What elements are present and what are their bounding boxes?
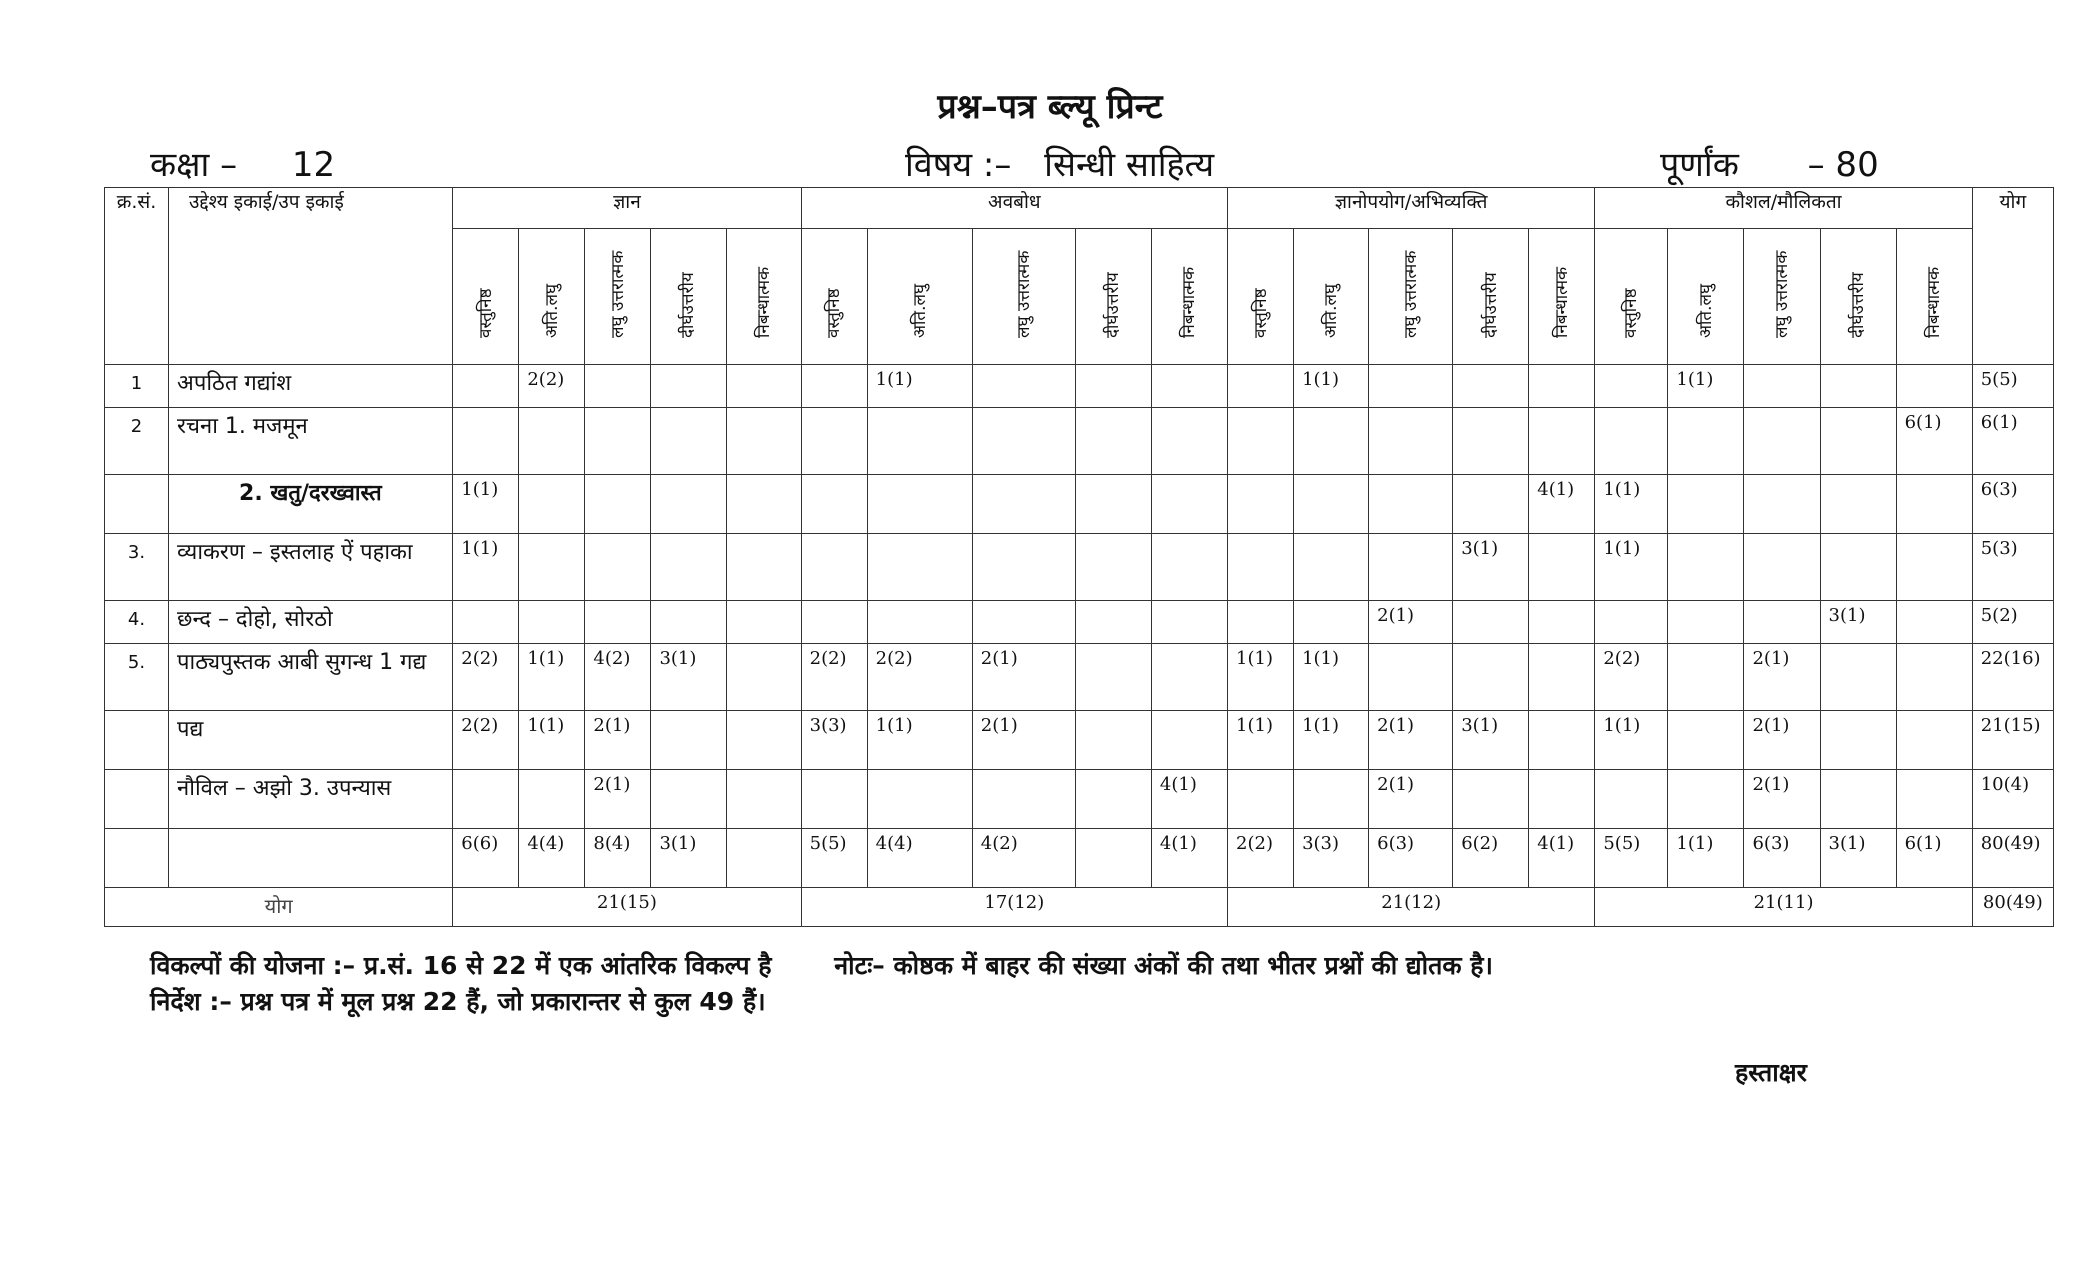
table-cell xyxy=(1151,365,1227,408)
table-cell xyxy=(1075,601,1151,644)
table-cell xyxy=(1369,475,1453,534)
table-cell xyxy=(867,534,972,601)
table-cell: 1(1) xyxy=(453,475,519,534)
table-cell: 6(2) xyxy=(1453,829,1529,888)
table-cell xyxy=(519,534,585,601)
subheader-label: दीर्घउत्तरीय xyxy=(1848,272,1869,338)
table-cell xyxy=(1228,601,1294,644)
table-cell: 2(1) xyxy=(1369,601,1453,644)
table-cell xyxy=(1896,475,1972,534)
table-cell: 4(1) xyxy=(1151,829,1227,888)
table-cell xyxy=(1896,601,1972,644)
table-cell xyxy=(1820,365,1896,408)
table-cell xyxy=(801,770,867,829)
table-cell: 4(4) xyxy=(867,829,972,888)
row-total: 5(3) xyxy=(1972,534,2053,601)
table-cell xyxy=(1369,644,1453,711)
table-cell: 1(1) xyxy=(1595,711,1668,770)
row-total: 5(2) xyxy=(1972,601,2053,644)
table-cell xyxy=(726,365,801,408)
row-total: 5(5) xyxy=(1972,365,2053,408)
table-cell xyxy=(1151,644,1227,711)
table-cell: 1(1) xyxy=(519,644,585,711)
table-cell xyxy=(519,408,585,475)
table-cell xyxy=(1668,770,1744,829)
table-cell xyxy=(867,475,972,534)
table-cell xyxy=(972,770,1075,829)
table-cell xyxy=(1529,601,1595,644)
class-info xyxy=(150,140,335,186)
table-cell xyxy=(726,644,801,711)
table-cell: 2(1) xyxy=(1744,644,1820,711)
table-cell xyxy=(1595,770,1668,829)
table-cell: 4(2) xyxy=(585,644,651,711)
table-cell: 2(1) xyxy=(972,644,1075,711)
table-row xyxy=(105,475,2054,534)
table-cell xyxy=(1896,644,1972,711)
table-cell: 1(1) xyxy=(1294,365,1369,408)
table-cell xyxy=(1744,601,1820,644)
table-cell xyxy=(1820,408,1896,475)
subheader-label: दीर्घउत्तरीय xyxy=(1103,272,1124,338)
subheader-label: निबन्धात्मक xyxy=(1179,266,1200,338)
table-cell xyxy=(651,408,726,475)
subheader-kaushal-2 xyxy=(1744,229,1820,365)
table-cell xyxy=(1294,408,1369,475)
table-cell xyxy=(972,475,1075,534)
subject-info xyxy=(905,140,1214,186)
header-group-gyanopyog: ज्ञानोपयोग/अभिव्यक्ति xyxy=(1228,188,1595,229)
table-cell xyxy=(1529,711,1595,770)
table-row xyxy=(105,829,2054,888)
table-cell xyxy=(1529,534,1595,601)
table-cell xyxy=(1228,770,1294,829)
table-cell xyxy=(867,770,972,829)
table-cell: 4(1) xyxy=(1529,829,1595,888)
yog-group-gyanopyog: 21(12) xyxy=(1228,888,1595,927)
table-cell xyxy=(1820,770,1896,829)
signature: हस्ताक्षर xyxy=(1735,1058,1807,1087)
table-cell: 2(2) xyxy=(867,644,972,711)
table-cell: 2(2) xyxy=(453,644,519,711)
table-cell: 5(5) xyxy=(1595,829,1668,888)
table-cell: 3(3) xyxy=(1294,829,1369,888)
table-cell xyxy=(1529,365,1595,408)
table-cell: 6(1) xyxy=(1896,829,1972,888)
subheader-avbodh-3 xyxy=(1075,229,1151,365)
table-cell xyxy=(1075,829,1151,888)
table-cell xyxy=(726,601,801,644)
table-cell xyxy=(867,601,972,644)
yog-total: 80(49) xyxy=(1972,888,2053,927)
subheader-avbodh-1 xyxy=(867,229,972,365)
table-cell: 1(1) xyxy=(1228,711,1294,770)
table-cell: 2(1) xyxy=(1369,711,1453,770)
subheader-avbodh-0 xyxy=(801,229,867,365)
table-cell xyxy=(1453,475,1529,534)
table-cell xyxy=(1744,534,1820,601)
table-cell: 8(4) xyxy=(585,829,651,888)
subheader-label: अति.लघु xyxy=(1321,283,1342,338)
table-cell xyxy=(726,408,801,475)
table-cell xyxy=(1151,601,1227,644)
row-unit: पद्य xyxy=(169,711,453,770)
table-cell xyxy=(1075,365,1151,408)
table-cell xyxy=(801,475,867,534)
row-unit: 2. खतु/दरख्वास्त xyxy=(169,475,453,534)
table-cell xyxy=(453,770,519,829)
table-row xyxy=(105,644,2054,711)
table-cell xyxy=(651,711,726,770)
subheader-label: दीर्घउत्तरीय xyxy=(678,272,699,338)
table-cell xyxy=(1075,408,1151,475)
table-cell xyxy=(1668,644,1744,711)
table-cell: 3(3) xyxy=(801,711,867,770)
table-cell: 1(1) xyxy=(1228,644,1294,711)
table-cell xyxy=(1228,475,1294,534)
row-unit: पाठ्यपुस्तक आबी सुगन्ध 1 गद्य xyxy=(169,644,453,711)
row-sn: 4. xyxy=(105,601,169,644)
yog-group-gyan: 21(15) xyxy=(453,888,801,927)
subheader-label: अति.लघु xyxy=(909,283,930,338)
table-cell: 3(1) xyxy=(1820,601,1896,644)
table-cell xyxy=(801,534,867,601)
table-cell: 1(1) xyxy=(453,534,519,601)
instruction-note: निर्देश :– प्रश्न पत्र में मूल प्रश्न 22 हैं, जो प्रकारान्तर से कुल 49 हैं। xyxy=(150,987,766,1016)
yog-group-kaushal: 21(11) xyxy=(1595,888,1972,927)
subheader-label: वस्तुनिष्ठ xyxy=(475,288,496,338)
table-cell xyxy=(651,601,726,644)
row-unit: रचना 1. मजमून xyxy=(169,408,453,475)
bracket-note: नोटः– कोष्ठक में बाहर की संख्या अंकों की तथा भीतर प्रश्नों की द्योतक है। xyxy=(834,951,1494,980)
table-cell xyxy=(519,770,585,829)
subheader-kaushal-3 xyxy=(1820,229,1896,365)
subheader-gyan-3 xyxy=(651,229,726,365)
subheader-label: अति.लघु xyxy=(1695,283,1716,338)
table-cell xyxy=(1668,408,1744,475)
table-cell: 3(1) xyxy=(1453,534,1529,601)
subheader-label: वस्तुनिष्ठ xyxy=(1621,288,1642,338)
table-cell xyxy=(585,365,651,408)
table-cell: 1(1) xyxy=(1668,365,1744,408)
row-total: 80(49) xyxy=(1972,829,2053,888)
table-cell: 6(6) xyxy=(453,829,519,888)
yog-row xyxy=(105,888,2054,927)
table-cell: 2(1) xyxy=(585,711,651,770)
table-cell: 1(1) xyxy=(1595,534,1668,601)
table-cell xyxy=(1075,534,1151,601)
table-cell xyxy=(651,770,726,829)
table-cell: 2(2) xyxy=(519,365,585,408)
table-row xyxy=(105,365,2054,408)
row-total: 21(15) xyxy=(1972,711,2053,770)
table-cell xyxy=(1595,601,1668,644)
table-cell xyxy=(1744,475,1820,534)
table-cell xyxy=(1820,534,1896,601)
table-cell xyxy=(1595,365,1668,408)
row-sn: 1 xyxy=(105,365,169,408)
subheader-gyan-1 xyxy=(519,229,585,365)
subheader-label: लघु उत्तरात्मक xyxy=(607,250,628,338)
table-cell xyxy=(1075,711,1151,770)
table-cell xyxy=(519,475,585,534)
blueprint-table xyxy=(104,187,2054,927)
subheader-gyanopyog-2 xyxy=(1369,229,1453,365)
table-cell xyxy=(1228,534,1294,601)
table-cell xyxy=(726,534,801,601)
table-cell xyxy=(1075,644,1151,711)
table-cell xyxy=(801,365,867,408)
table-cell: 2(2) xyxy=(1228,829,1294,888)
table-cell xyxy=(1668,475,1744,534)
table-row xyxy=(105,408,2054,475)
subheader-label: निबन्धात्मक xyxy=(753,266,774,338)
table-cell xyxy=(867,408,972,475)
row-total: 10(4) xyxy=(1972,770,2053,829)
table-cell xyxy=(585,408,651,475)
row-unit: नौविल – अझो 3. उपन्यास xyxy=(169,770,453,829)
table-cell xyxy=(1228,408,1294,475)
table-cell xyxy=(972,601,1075,644)
subject-value: सिन्धी साहित्य xyxy=(1044,145,1215,185)
table-cell xyxy=(1529,408,1595,475)
table-cell: 2(2) xyxy=(453,711,519,770)
subheader-label: निबन्धात्मक xyxy=(1924,266,1945,338)
table-cell xyxy=(585,601,651,644)
row-total: 6(3) xyxy=(1972,475,2053,534)
table-cell: 3(1) xyxy=(651,644,726,711)
table-cell xyxy=(972,408,1075,475)
table-cell xyxy=(801,408,867,475)
table-cell xyxy=(1595,408,1668,475)
subheader-kaushal-1 xyxy=(1668,229,1744,365)
table-cell: 2(1) xyxy=(972,711,1075,770)
table-cell xyxy=(1369,534,1453,601)
table-cell xyxy=(726,770,801,829)
table-cell xyxy=(726,475,801,534)
table-cell: 6(3) xyxy=(1744,829,1820,888)
table-cell xyxy=(726,711,801,770)
subheader-label: लघु उत्तरात्मक xyxy=(1013,250,1034,338)
table-cell: 2(1) xyxy=(585,770,651,829)
row-total: 22(16) xyxy=(1972,644,2053,711)
marks-info xyxy=(1660,140,1879,186)
row-sn xyxy=(105,475,169,534)
table-cell xyxy=(801,601,867,644)
table-cell xyxy=(1151,534,1227,601)
table-cell xyxy=(1529,770,1595,829)
subheader-avbodh-4 xyxy=(1151,229,1227,365)
table-cell xyxy=(1453,365,1529,408)
table-cell xyxy=(1453,408,1529,475)
table-cell xyxy=(1453,770,1529,829)
subheader-gyanopyog-3 xyxy=(1453,229,1529,365)
row-sn xyxy=(105,711,169,770)
marks-value: – 80 xyxy=(1807,145,1879,185)
table-cell xyxy=(1228,365,1294,408)
table-cell: 1(1) xyxy=(1294,644,1369,711)
table-cell xyxy=(1896,534,1972,601)
table-cell: 4(2) xyxy=(972,829,1075,888)
table-cell xyxy=(1820,475,1896,534)
table-cell xyxy=(651,475,726,534)
table-cell xyxy=(1668,711,1744,770)
table-cell xyxy=(1369,365,1453,408)
subheader-gyanopyog-0 xyxy=(1228,229,1294,365)
header-group-kaushal: कौशल/मौलिकता xyxy=(1595,188,1972,229)
table-cell xyxy=(1075,770,1151,829)
subheader-gyan-0 xyxy=(453,229,519,365)
table-cell: 5(5) xyxy=(801,829,867,888)
subheader-gyanopyog-4 xyxy=(1529,229,1595,365)
subheader-kaushal-0 xyxy=(1595,229,1668,365)
table-cell xyxy=(585,475,651,534)
table-cell xyxy=(519,601,585,644)
table-cell xyxy=(1294,475,1369,534)
table-cell: 1(1) xyxy=(1668,829,1744,888)
row-sn: 2 xyxy=(105,408,169,475)
table-cell: 6(3) xyxy=(1369,829,1453,888)
header-unit: उद्देश्य इकाई/उप इकाई xyxy=(169,188,453,365)
table-cell: 1(1) xyxy=(519,711,585,770)
table-cell xyxy=(1075,475,1151,534)
page-title: प्रश्न–पत्र ब्ल्यू प्रिन्ट xyxy=(937,87,1163,127)
row-sn: 3. xyxy=(105,534,169,601)
subheader-label: वस्तुनिष्ठ xyxy=(824,288,845,338)
table-cell xyxy=(1294,770,1369,829)
row-sn xyxy=(105,829,169,888)
table-cell: 4(4) xyxy=(519,829,585,888)
options-note: विकल्पों की योजना :– प्र.सं. 16 से 22 में एक आंतरिक विकल्प है xyxy=(150,951,772,980)
table-cell xyxy=(453,365,519,408)
table-cell: 3(1) xyxy=(651,829,726,888)
table-cell: 1(1) xyxy=(1294,711,1369,770)
header-total: योग xyxy=(1972,188,2053,365)
table-cell xyxy=(1668,534,1744,601)
table-cell xyxy=(651,365,726,408)
notes-block xyxy=(150,948,1493,1020)
yog-label: योग xyxy=(105,888,453,927)
row-unit: व्याकरण – इस्तलाह ऐं पहाका xyxy=(169,534,453,601)
class-label: कक्षा – xyxy=(150,145,238,185)
table-cell xyxy=(1151,408,1227,475)
table-row xyxy=(105,601,2054,644)
table-cell: 1(1) xyxy=(867,365,972,408)
table-cell xyxy=(1294,534,1369,601)
table-row xyxy=(105,711,2054,770)
table-cell xyxy=(1294,601,1369,644)
table-row xyxy=(105,770,2054,829)
subheader-kaushal-4 xyxy=(1896,229,1972,365)
subheader-label: लघु उत्तरात्मक xyxy=(1772,250,1793,338)
table-cell xyxy=(1744,365,1820,408)
subheader-gyanopyog-1 xyxy=(1294,229,1369,365)
table-cell xyxy=(726,829,801,888)
subheader-gyan-4 xyxy=(726,229,801,365)
table-cell: 4(1) xyxy=(1151,770,1227,829)
marks-label: पूर्णांक xyxy=(1660,145,1739,185)
table-cell: 2(2) xyxy=(1595,644,1668,711)
row-sn xyxy=(105,770,169,829)
subheader-label: लघु उत्तरात्मक xyxy=(1400,250,1421,338)
table-cell xyxy=(1151,711,1227,770)
subheader-label: अति.लघु xyxy=(541,283,562,338)
table-cell xyxy=(453,408,519,475)
table-cell xyxy=(1744,408,1820,475)
table-cell xyxy=(585,534,651,601)
row-unit xyxy=(169,829,453,888)
table-cell xyxy=(1820,644,1896,711)
table-row xyxy=(105,534,2054,601)
table-cell: 2(1) xyxy=(1744,711,1820,770)
table-cell xyxy=(1529,644,1595,711)
table-cell: 6(1) xyxy=(1896,408,1972,475)
table-cell: 2(1) xyxy=(1369,770,1453,829)
table-cell xyxy=(1820,711,1896,770)
subject-label: विषय :– xyxy=(905,145,1012,185)
header-group-avbodh: अवबोध xyxy=(801,188,1227,229)
table-cell xyxy=(1453,601,1529,644)
table-cell xyxy=(651,534,726,601)
row-unit: अपठित गद्यांश xyxy=(169,365,453,408)
subheader-label: वस्तुनिष्ठ xyxy=(1250,288,1271,338)
table-cell xyxy=(453,601,519,644)
row-sn: 5. xyxy=(105,644,169,711)
table-cell: 3(1) xyxy=(1453,711,1529,770)
table-cell xyxy=(972,365,1075,408)
table-cell xyxy=(1369,408,1453,475)
subheader-avbodh-2 xyxy=(972,229,1075,365)
table-cell xyxy=(1668,601,1744,644)
table-cell xyxy=(1896,365,1972,408)
table-cell xyxy=(972,534,1075,601)
class-value: 12 xyxy=(291,145,336,185)
subheader-gyan-2 xyxy=(585,229,651,365)
row-total: 6(1) xyxy=(1972,408,2053,475)
table-cell xyxy=(1896,711,1972,770)
table-cell: 4(1) xyxy=(1529,475,1595,534)
row-unit: छन्द – दोहो, सोरठो xyxy=(169,601,453,644)
subheader-label: निबन्धात्मक xyxy=(1551,266,1572,338)
header-group-gyan: ज्ञान xyxy=(453,188,801,229)
table-cell xyxy=(1453,644,1529,711)
table-cell: 2(2) xyxy=(801,644,867,711)
table-cell: 2(1) xyxy=(1744,770,1820,829)
table-cell xyxy=(1151,475,1227,534)
table-cell xyxy=(1896,770,1972,829)
yog-group-avbodh: 17(12) xyxy=(801,888,1227,927)
table-cell: 1(1) xyxy=(1595,475,1668,534)
header-sn: क्र.सं. xyxy=(105,188,169,365)
subheader-label: दीर्घउत्तरीय xyxy=(1480,272,1501,338)
table-cell: 1(1) xyxy=(867,711,972,770)
table-cell: 3(1) xyxy=(1820,829,1896,888)
